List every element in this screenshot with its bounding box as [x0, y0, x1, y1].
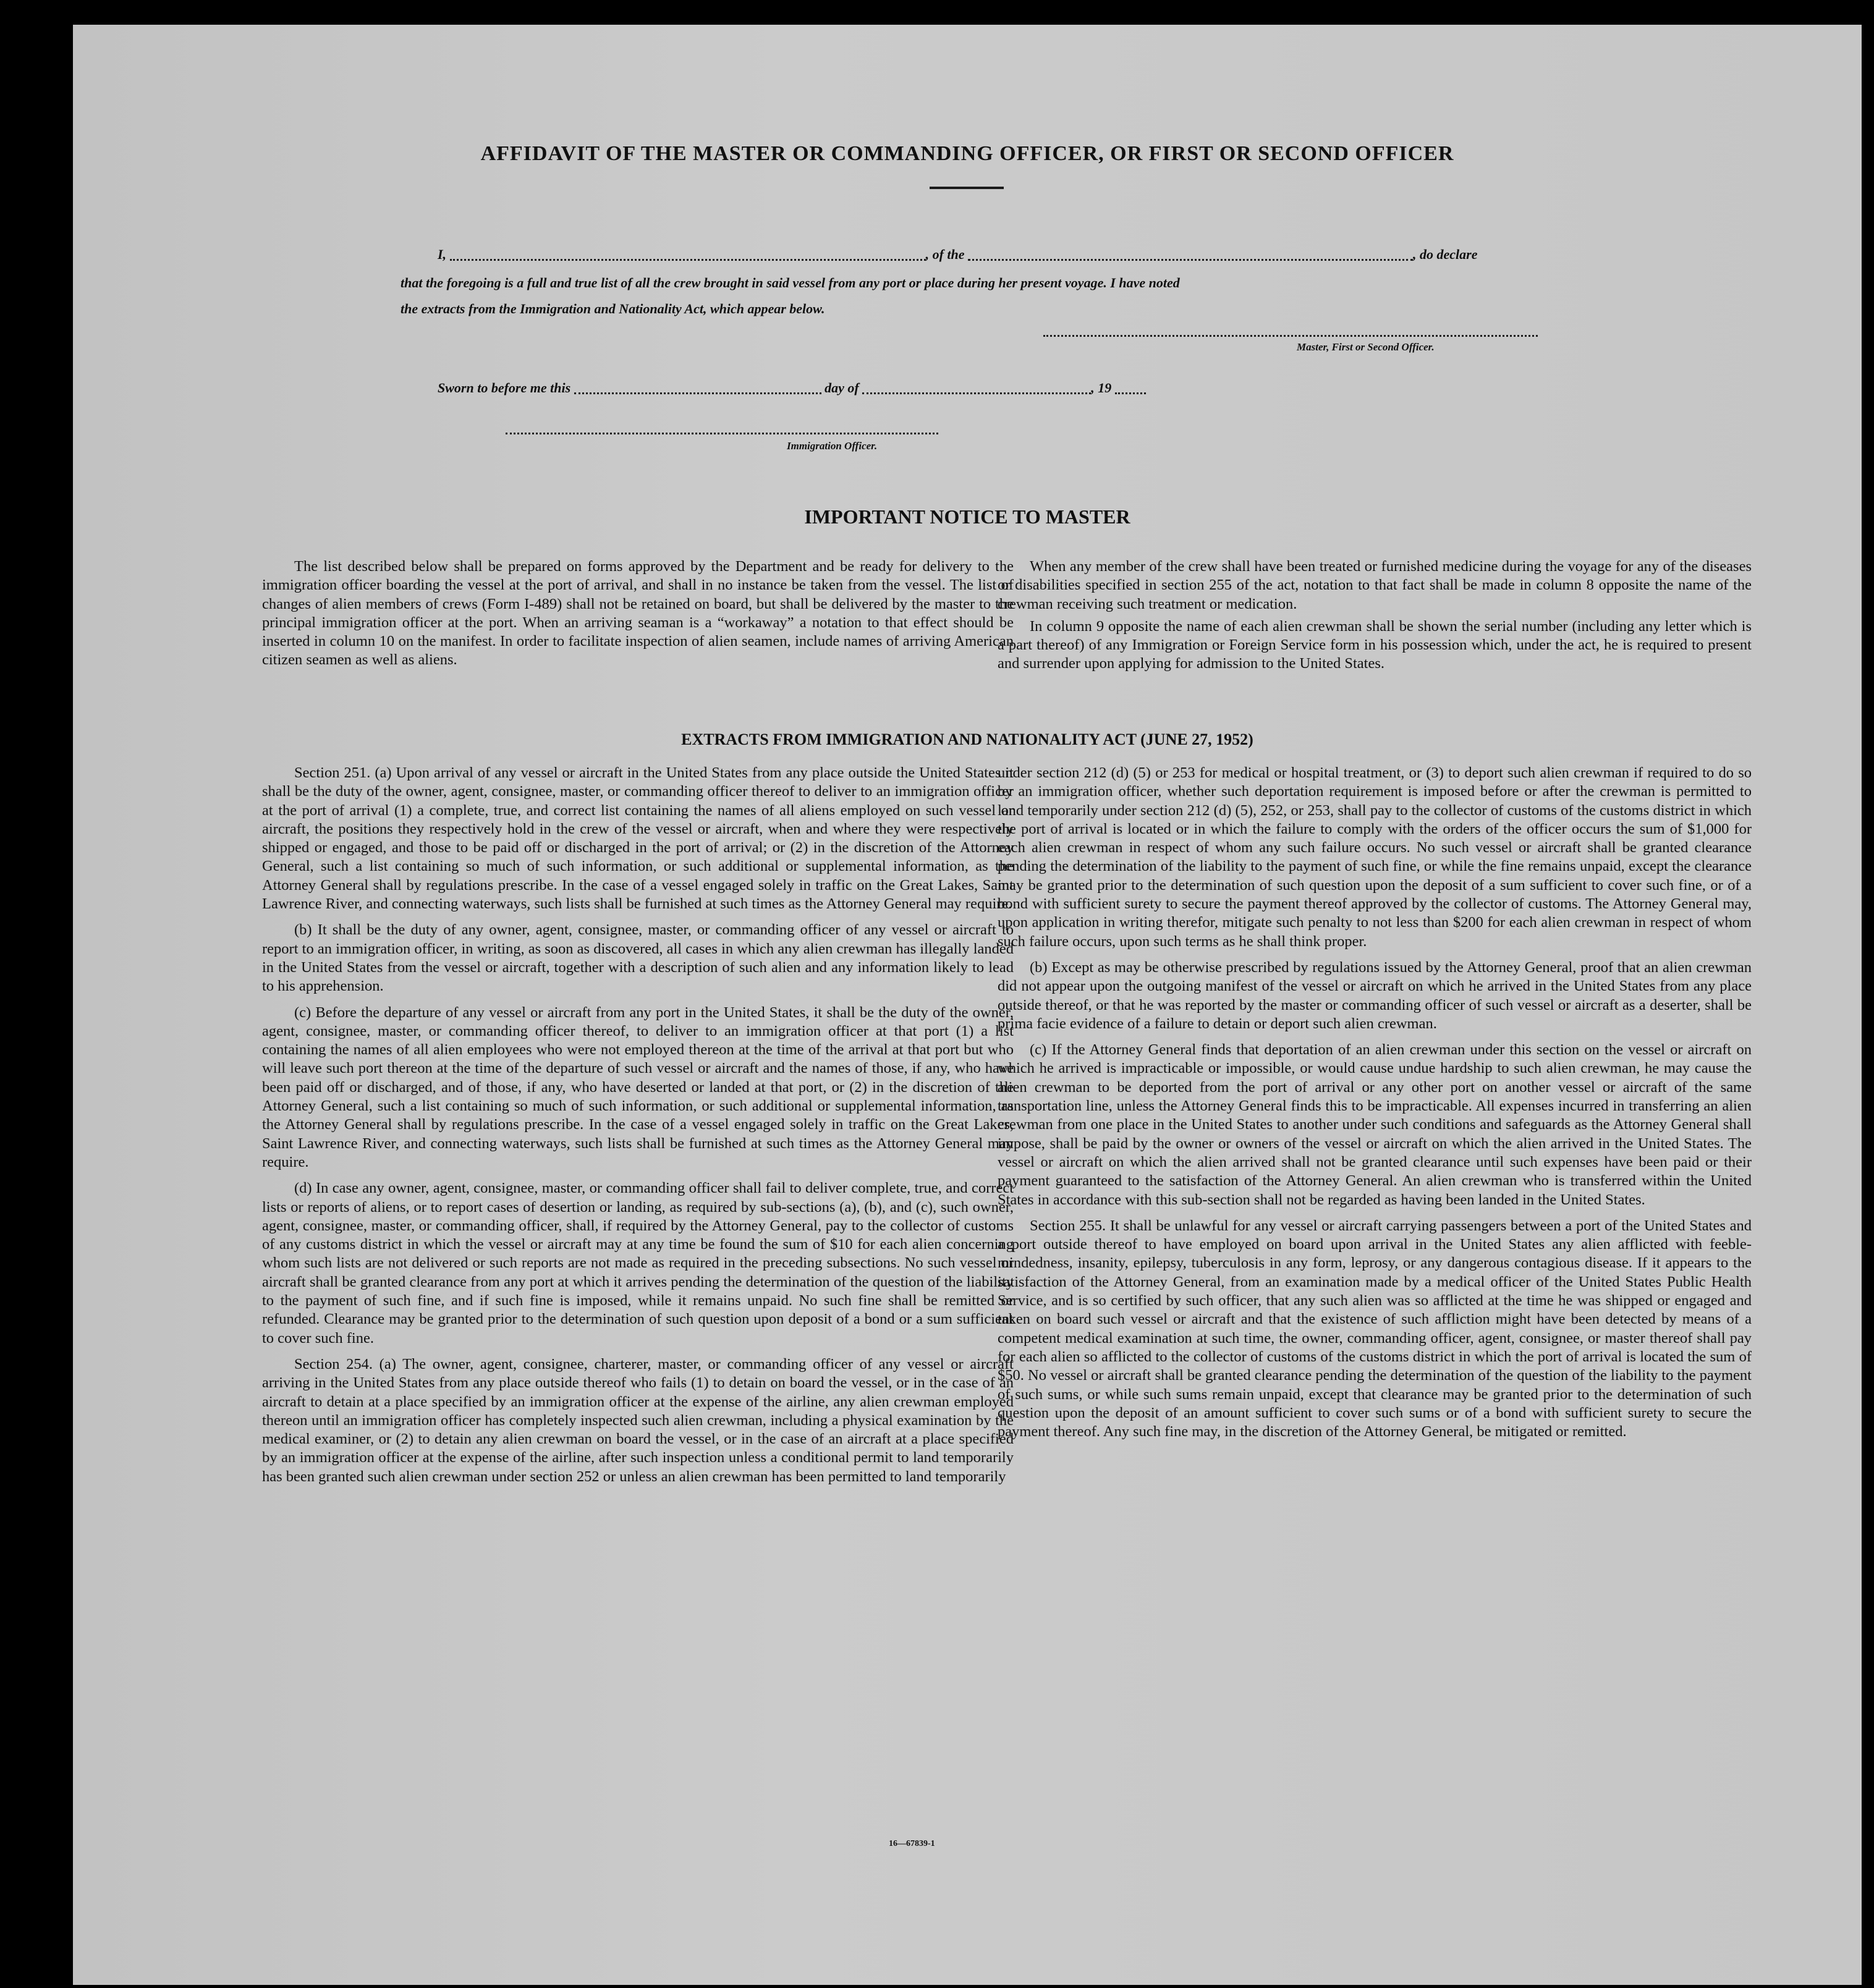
notice-right-paragraph-2: In column 9 opposite the name of each alien crewman shall be shown the serial number (including any letter which is a part thereof) of any Immigration or Foreign Service form in his possession which, under the act, he is required to present and surrender upon applying for admission to the United States.: [998, 617, 1752, 672]
extracts-heading: EXTRACTS FROM IMMIGRATION AND NATIONALITY ACT (JUNE 27, 1952): [681, 730, 1253, 748]
name-field[interactable]: [450, 250, 926, 261]
vessel-field[interactable]: [968, 250, 1413, 261]
declaration-declare-label: , do declare: [1413, 247, 1478, 262]
declaration-line-1: [438, 241, 1674, 268]
declaration-line-2: that the foregoing is a full and true list of all the crew brought in said vessel from any port or place during her present voyage. I have noted: [401, 275, 1180, 290]
declaration-line-3: the extracts from the Immigration and Nationality Act, which appear below.: [401, 301, 825, 316]
sworn-month-field[interactable]: [862, 384, 1091, 394]
sworn-day-field[interactable]: [574, 384, 821, 394]
notice-left-column: [262, 557, 1014, 677]
affidavit-title: AFFIDAVIT OF THE MASTER OR COMMANDING OFFICER, OR FIRST OR SECOND OFFICER: [480, 142, 1454, 165]
immigration-officer-signature-line[interactable]: [506, 433, 938, 434]
section-254a-continued: under section 212 (d) (5) or 253 for medical or hospital treatment, or (3) to deport such alien crewman if required to do so by an immigration officer, whether such deportation requirement is imposed before or after the crewman is permitted to land temporarily under section 212 (d) (5), 252, or 253, shall pay to the collector of customs of the customs district in which the port of arrival is located or in which the failure to comply with the orders of the officer occurs the sum of $1,000 for each alien crewman in respect of whom any such failure occurs. No such vessel or aircraft shall be granted clearance pending the determination of the liability to the payment of such fine, or while the fine remains unpaid, except the clearance may be granted prior to the determination of such question upon the deposit of a sum sufficient to cover such fine, or of a bond with sufficient surety to secure the payment thereof approved by the collector of customs. The Attorney General may, upon application in writing therefor, mitigate such penalty to not less than $200 for each alien crewman in respect of whom such failure occurs, upon such terms as he shall think proper.: [998, 764, 1752, 950]
master-signature-line[interactable]: [1043, 335, 1538, 337]
sworn-label: Sworn to before me this: [438, 380, 571, 395]
immigration-officer-label: Immigration Officer.: [787, 440, 878, 452]
section-251a: Section 251. (a) Upon arrival of any vessel or aircraft in the United States from any place outside the United States it shall be the duty of the owner, agent, consignee, master, or commanding officer thereof to deliver to an immigration officer at the port of arrival (1) a complete, true, and correct list containing the names of all aliens employed on such vessel or aircraft, the positions they respectively hold in the crew of the vessel or aircraft, when and where they were respectively shipped or engaged, and those to be paid off or discharged in the port of arrival; or (2) in the discretion of the Attorney General, such a list containing so much of such information, or such additional or supplemental information, as the Attorney General shall by regulations prescribe. In the case of a vessel engaged solely in traffic on the Great Lakes, Saint Lawrence River, and connecting waterways, such lists shall be furnished at such times as the Attorney General may require.: [262, 764, 1014, 913]
notice-right-column: [998, 557, 1752, 681]
sworn-line: [438, 374, 1303, 402]
form-sheet: [73, 25, 1862, 1985]
section-251b: (b) It shall be the duty of any owner, agent, consignee, master, or commanding officer of any vessel or aircraft to report to an immigration officer, in writing, as soon as discovered, all cases in which any alien crewman has illegally landed in the United States from the vessel or aircraft, together with a description of such alien and any information likely to lead to his apprehension.: [262, 921, 1014, 995]
form-number: 16—67839-1: [889, 1839, 935, 1848]
year-prefix-label: , 19: [1091, 380, 1112, 395]
declaration-of-the-label: , of the: [925, 247, 965, 262]
master-signature-label: Master, First or Second Officer.: [1297, 341, 1435, 353]
section-254a: Section 254. (a) The owner, agent, consignee, charterer, master, or commanding officer of any vessel or aircraft arriving in the United States from any place outside thereof who fails (1) to detain on board the vessel, or in the case of an aircraft to detain at a place specified by an immigration officer at the expense of the airline, any alien crewman employed thereon until an immigration officer has completely inspected such alien crewman, including a physical examination by the medical examiner, or (2) to detain any alien crewman on board the vessel, or in the case of an aircraft at a place specified by an immigration officer at the expense of the airline, after such inspection unless a conditional permit to land temporarily has been granted such alien crewman under section 252 or unless an alien crewman has been permitted to land temporarily: [262, 1355, 1014, 1485]
notice-heading: IMPORTANT NOTICE TO MASTER: [804, 505, 1130, 528]
sworn-year-field[interactable]: [1115, 384, 1146, 394]
extracts-left-column: [262, 764, 1014, 1494]
extracts-right-column: [998, 764, 1752, 1449]
notice-right-paragraph-1: When any member of the crew shall have been treated or furnished medicine during the voyage for any of the diseases or disabilities specified in section 255 of the act, notation to that fact shall be made in column 8 opposite the name of the crewman receiving such treatment or medication.: [998, 558, 1752, 612]
section-251c: (c) Before the departure of any vessel or aircraft from any port in the United States, it shall be the duty of the owner, agent, consignee, master, or commanding officer thereof, to deliver to an immigration officer at that port (1) a list containing the names of all alien employees who were not employed thereon at the time of the arrival at that port but who will leave such port thereon at the time of the departure of such vessel or aircraft and the names of those, if any, who have been paid off or discharged, and of those, if any, who have deserted or landed at that port, or (2) in the discretion of the Attorney General, such a list containing so much of such information, or such additional or supplemental information, as the Attorney General shall by regulations prescribe. In the case of a vessel engaged solely in traffic on the Great Lakes, Saint Lawrence River, and connecting waterways, such lists shall be furnished at such times as the Attorney General may require.: [262, 1004, 1014, 1170]
declaration-i-label: I,: [438, 247, 447, 262]
section-255: Section 255. It shall be unlawful for any vessel or aircraft carrying passengers between a port of the United States and a port outside thereof to have employed on board upon arrival in the United States any alien afflicted with feeble-mindedness, insanity, epilepsy, tuberculosis in any form, leprosy, or any dangerous contagious disease. If it appears to the satisfaction of the Attorney General, from an examination made by a medical officer of the United States Public Health Service, and is so certified by such officer, that any such alien was so afflicted at the time he was shipped or engaged and taken on board such vessel or aircraft and that the existence of such affliction might have been detected by means of a competent medical examination at such time, the owner, commanding officer, agent, consignee, or master thereof shall pay for each alien so afflicted to the collector of customs of the customs district in which the port of arrival is located the sum of $50. No vessel or aircraft shall be granted clearance pending the determination of the question of the liability to the payment of such sums, or while such sums remain unpaid, except that clearance may be granted prior to the determination of such question upon the deposit of an amount sufficient to cover such sums or of a bond with sufficient surety to secure the payment thereof. Any such fine may, in the discretion of the Attorney General, be mitigated or remitted.: [998, 1217, 1752, 1440]
notice-left-paragraph: The list described below shall be prepared on forms approved by the Department and be ready for delivery to the immigration officer boarding the vessel at the port of arrival, and shall in no instance be taken from the vessel. The list of changes of alien members of crews (Form I-489) shall not be retained on board, but shall be delivered by the master to the principal immigration officer at the port. When an arriving seaman is a “workaway” a notation to that effect should be inserted in column 10 on the manifest. In order to facilitate inspection of alien seamen, include names of arriving American citizen seamen as well as aliens.: [262, 558, 1014, 669]
section-251d: (d) In case any owner, agent, consignee, master, or commanding officer shall fail to deliver complete, true, and correct lists or reports of aliens, or to report cases of desertion or landing, as required by sub-sections (a), (b), and (c), such owner, agent, consignee, master, or commanding officer, shall, if required by the Attorney General, pay to the collector of customs of any customs district in which the vessel or aircraft may at any time be found the sum of $10 for each alien concerning whom such lists are not delivered or such reports are not made as required in the preceding subsections. No such vessel or aircraft shall be granted clearance from any port at which it arrives pending the determination of the question of the liability to the payment of such fine, and if such fine is imposed, while it remains unpaid. No such fine shall be remitted or refunded. Clearance may be granted prior to the determination of such question upon deposit of a bond or a sum sufficient to cover such fine.: [262, 1180, 1014, 1347]
section-254b: (b) Except as may be otherwise prescribed by regulations issued by the Attorney General, proof that an alien crewman did not appear upon the outgoing manifest of the vessel or aircraft on which he arrived in the United States from any place outside thereof, or that he was reported by the master or commanding officer of such vessel or aircraft as a deserter, shall be prima facie evidence of a failure to detain or deport such alien crewman.: [998, 958, 1752, 1032]
day-of-label: day of: [825, 380, 859, 395]
title-rule: [930, 187, 1004, 189]
section-254c: (c) If the Attorney General finds that deportation of an alien crewman under this section on the vessel or aircraft on which he arrived is impracticable or impossible, or would cause undue hardship to such alien crewman, he may cause the alien crewman to be deported from the port of arrival or any other port on another vessel or aircraft of the same transportation line, unless the Attorney General finds this to be impracticable. All expenses incurred in transferring an alien crewman from one place in the United States to another under such conditions and safeguards as the Attorney General shall impose, shall be paid by the owner or owners of the vessel or aircraft on which the alien arrived in the United States. The vessel or aircraft on which the alien arrived shall not be granted clearance until such expenses have been paid or their payment guaranteed to the satisfaction of the Attorney General. An alien crewman who is transferred within the United States in accordance with this sub-section shall not be regarded as having been landed in the United States.: [998, 1041, 1752, 1208]
